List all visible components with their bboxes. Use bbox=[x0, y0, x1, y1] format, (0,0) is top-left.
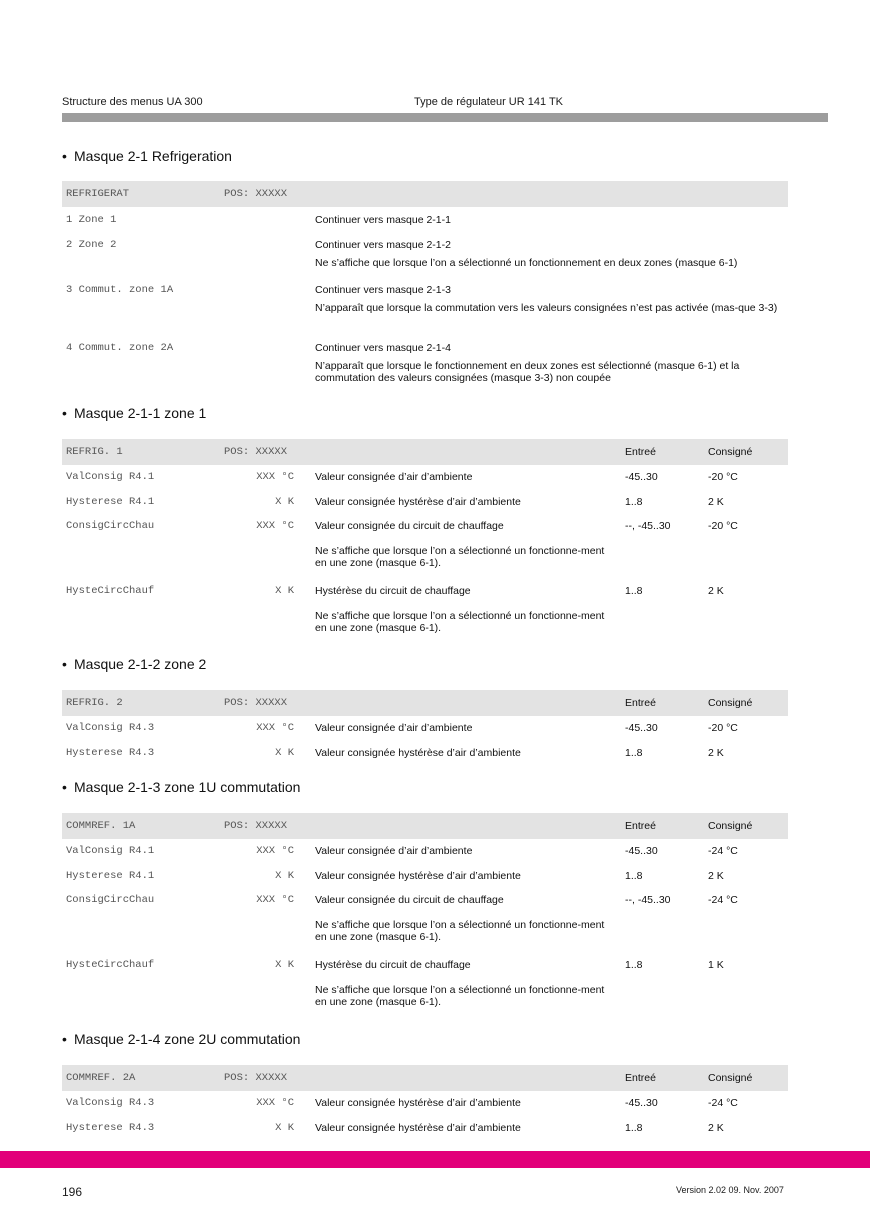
row-desc: Valeur consignée hystérèse d’air d’ambiente bbox=[315, 1122, 521, 1134]
header-setpoint: Consigné bbox=[708, 820, 753, 832]
row-desc: Continuer vers masque 2-1-4 bbox=[315, 342, 451, 354]
row-input-range: 1..8 bbox=[625, 1122, 643, 1134]
row-unit: XXX °C bbox=[256, 1097, 294, 1109]
row-note: Ne s’affiche que lorsque l’on a sélectionné un fonctionne-ment en une zone (masque 6-1). bbox=[315, 919, 605, 943]
section-title-2-1-1 bbox=[62, 405, 206, 421]
header-name: REFRIG. 2 bbox=[66, 697, 123, 709]
table-2-1-1 bbox=[62, 439, 788, 644]
row-name: HysteCircChauf bbox=[66, 585, 155, 597]
version-info: Version 2.02 09. Nov. 2007 bbox=[676, 1185, 784, 1195]
header-left-title: Structure des menus UA 300 bbox=[62, 96, 203, 108]
table-2-1-3 bbox=[62, 813, 788, 1018]
header-pos: POS: XXXXX bbox=[224, 1072, 288, 1084]
row-setpoint: 1 K bbox=[708, 959, 724, 971]
row-name: 3 Commut. zone 1A bbox=[66, 284, 174, 296]
row-unit: XXX °C bbox=[256, 471, 294, 483]
row-name: Hysterese R4.1 bbox=[66, 496, 155, 508]
section-title-2-1 bbox=[62, 148, 232, 164]
row-setpoint: -24 °C bbox=[708, 894, 738, 906]
row-unit: XXX °C bbox=[256, 845, 294, 857]
table-row bbox=[62, 465, 788, 490]
row-unit: XXX °C bbox=[256, 894, 294, 906]
bullet: • bbox=[62, 148, 67, 164]
header-bar bbox=[62, 113, 828, 122]
header-pos: POS: XXXXX bbox=[224, 188, 288, 200]
row-desc: Valeur consignée du circuit de chauffage bbox=[315, 520, 504, 532]
header-pos: POS: XXXXX bbox=[224, 697, 288, 709]
page-number: 196 bbox=[62, 1185, 83, 1199]
row-setpoint: -24 °C bbox=[708, 845, 738, 857]
row-input-range: -45..30 bbox=[625, 722, 658, 734]
table-header bbox=[62, 181, 788, 207]
row-desc: Valeur consignée hystérèse d’air d’ambiente bbox=[315, 1097, 521, 1109]
row-name: Hysterese R4.1 bbox=[66, 870, 155, 882]
row-note: Ne s’affiche que lorsque l’on a sélectionné un fonctionne-ment en une zone (masque 6-1). bbox=[315, 545, 605, 569]
row-input-range: -45..30 bbox=[625, 471, 658, 483]
bullet: • bbox=[62, 1031, 67, 1047]
row-input-range: 1..8 bbox=[625, 496, 643, 508]
table-row bbox=[62, 490, 788, 514]
row-name: ValConsig R4.1 bbox=[66, 845, 155, 857]
row-name: ValConsig R4.1 bbox=[66, 471, 155, 483]
table-header bbox=[62, 690, 788, 716]
row-unit: X K bbox=[275, 959, 294, 971]
table-row bbox=[62, 1091, 788, 1116]
row-input-range: 1..8 bbox=[625, 959, 643, 971]
table-row bbox=[62, 1116, 788, 1141]
row-input-range: 1..8 bbox=[625, 870, 643, 882]
row-setpoint: -20 °C bbox=[708, 520, 738, 532]
row-setpoint: 2 K bbox=[708, 585, 724, 597]
row-setpoint: -24 °C bbox=[708, 1097, 738, 1109]
section-title-text: Masque 2-1-2 zone 2 bbox=[74, 656, 207, 672]
row-name: 1 Zone 1 bbox=[66, 214, 117, 226]
table-row bbox=[62, 888, 788, 953]
table-row bbox=[62, 953, 788, 1018]
table-row bbox=[62, 277, 788, 335]
row-desc: Hystérèse du circuit de chauffage bbox=[315, 959, 471, 971]
row-note: Ne s’affiche que lorsque l’on a sélectionné un fonctionne-ment en une zone (masque 6-1). bbox=[315, 984, 605, 1008]
row-desc: Valeur consignée hystérèse d’air d’ambiente bbox=[315, 747, 521, 759]
row-desc: Continuer vers masque 2-1-2 bbox=[315, 239, 451, 251]
row-setpoint: 2 K bbox=[708, 747, 724, 759]
bullet: • bbox=[62, 779, 67, 795]
section-title-2-1-4 bbox=[62, 1031, 300, 1047]
section-title-2-1-3 bbox=[62, 779, 300, 795]
header-setpoint: Consigné bbox=[708, 1072, 753, 1084]
row-name: Hysterese R4.3 bbox=[66, 747, 155, 759]
row-unit: XXX °C bbox=[256, 520, 294, 532]
row-name: 2 Zone 2 bbox=[66, 239, 117, 251]
row-desc: Valeur consignée d’air d’ambiente bbox=[315, 471, 473, 483]
row-unit: X K bbox=[275, 585, 294, 597]
bullet: • bbox=[62, 405, 67, 421]
row-setpoint: -20 °C bbox=[708, 471, 738, 483]
table-row bbox=[62, 579, 788, 644]
section-title-2-1-2 bbox=[62, 656, 206, 672]
header-input-range: Entreé bbox=[625, 820, 656, 832]
header-input-range: Entreé bbox=[625, 446, 656, 458]
row-note: N’apparaît que lorsque la commutation vers les valeurs consignées n’est pas activée (mas-que 3-3) bbox=[315, 302, 778, 314]
header-setpoint: Consigné bbox=[708, 446, 753, 458]
row-note: N’apparaît que lorsque le fonctionnement en deux zones est sélectionné (masque 6-1) et la commutation des valeurs consignées (masque 3-3) non coupée bbox=[315, 360, 740, 384]
row-note: Ne s’affiche que lorsque l’on a sélectionné un fonctionne-ment en une zone (masque 6-1). bbox=[315, 610, 605, 634]
row-desc: Valeur consignée d’air d’ambiente bbox=[315, 845, 473, 857]
row-setpoint: 2 K bbox=[708, 1122, 724, 1134]
header-input-range: Entreé bbox=[625, 697, 656, 709]
header-name: COMMREF. 1A bbox=[66, 820, 136, 832]
table-row bbox=[62, 716, 788, 741]
section-title-text: Masque 2-1-3 zone 1U commutation bbox=[74, 779, 301, 795]
table-2-1-2 bbox=[62, 690, 788, 766]
table-header bbox=[62, 439, 788, 465]
footer-accent-bar bbox=[0, 1151, 870, 1168]
table-2-1-4 bbox=[62, 1065, 788, 1141]
bullet: • bbox=[62, 656, 67, 672]
row-unit: X K bbox=[275, 870, 294, 882]
row-setpoint: -20 °C bbox=[708, 722, 738, 734]
row-unit: X K bbox=[275, 747, 294, 759]
table-row bbox=[62, 335, 788, 393]
row-input-range: 1..8 bbox=[625, 747, 643, 759]
row-desc: Valeur consignée hystérèse d’air d’ambiente bbox=[315, 496, 521, 508]
row-name: 4 Commut. zone 2A bbox=[66, 342, 174, 354]
row-desc: Continuer vers masque 2-1-3 bbox=[315, 284, 451, 296]
row-name: HysteCircChauf bbox=[66, 959, 155, 971]
row-setpoint: 2 K bbox=[708, 870, 724, 882]
row-desc: Valeur consignée du circuit de chauffage bbox=[315, 894, 504, 906]
header-input-range: Entreé bbox=[625, 1072, 656, 1084]
row-name: ConsigCircChau bbox=[66, 894, 155, 906]
row-desc: Continuer vers masque 2-1-1 bbox=[315, 214, 451, 226]
header-name: REFRIGERAT bbox=[66, 188, 130, 200]
row-input-range: 1..8 bbox=[625, 585, 643, 597]
row-unit: X K bbox=[275, 496, 294, 508]
row-desc: Valeur consignée d’air d’ambiente bbox=[315, 722, 473, 734]
table-row bbox=[62, 864, 788, 888]
section-title-text: Masque 2-1-4 zone 2U commutation bbox=[74, 1031, 301, 1047]
row-desc: Valeur consignée hystérèse d’air d’ambiente bbox=[315, 870, 521, 882]
row-unit: XXX °C bbox=[256, 722, 294, 734]
table-row bbox=[62, 741, 788, 766]
table-row bbox=[62, 514, 788, 579]
row-name: ValConsig R4.3 bbox=[66, 722, 155, 734]
header-name: COMMREF. 2A bbox=[66, 1072, 136, 1084]
table-header bbox=[62, 1065, 788, 1091]
row-input-range: -45..30 bbox=[625, 845, 658, 857]
table-row bbox=[62, 232, 788, 277]
header-middle-title: Type de régulateur UR 141 TK bbox=[414, 96, 563, 108]
row-input-range: -45..30 bbox=[625, 1097, 658, 1109]
row-note: Ne s’affiche que lorsque l’on a sélectionné un fonctionnement en deux zones (masque 6-1) bbox=[315, 257, 738, 269]
row-name: ConsigCircChau bbox=[66, 520, 155, 532]
header-setpoint: Consigné bbox=[708, 697, 753, 709]
header-pos: POS: XXXXX bbox=[224, 820, 288, 832]
row-setpoint: 2 K bbox=[708, 496, 724, 508]
section-title-text: Masque 2-1 Refrigeration bbox=[74, 148, 232, 164]
row-name: ValConsig R4.3 bbox=[66, 1097, 155, 1109]
row-name: Hysterese R4.3 bbox=[66, 1122, 155, 1134]
row-input-range: --, -45..30 bbox=[625, 894, 671, 906]
table-header bbox=[62, 813, 788, 839]
row-desc: Hystérèse du circuit de chauffage bbox=[315, 585, 471, 597]
table-row bbox=[62, 207, 788, 232]
section-title-text: Masque 2-1-1 zone 1 bbox=[74, 405, 207, 421]
row-unit: X K bbox=[275, 1122, 294, 1134]
header-name: REFRIG. 1 bbox=[66, 446, 123, 458]
row-input-range: --, -45..30 bbox=[625, 520, 671, 532]
table-row bbox=[62, 839, 788, 864]
table-2-1 bbox=[62, 181, 788, 393]
header-pos: POS: XXXXX bbox=[224, 446, 288, 458]
